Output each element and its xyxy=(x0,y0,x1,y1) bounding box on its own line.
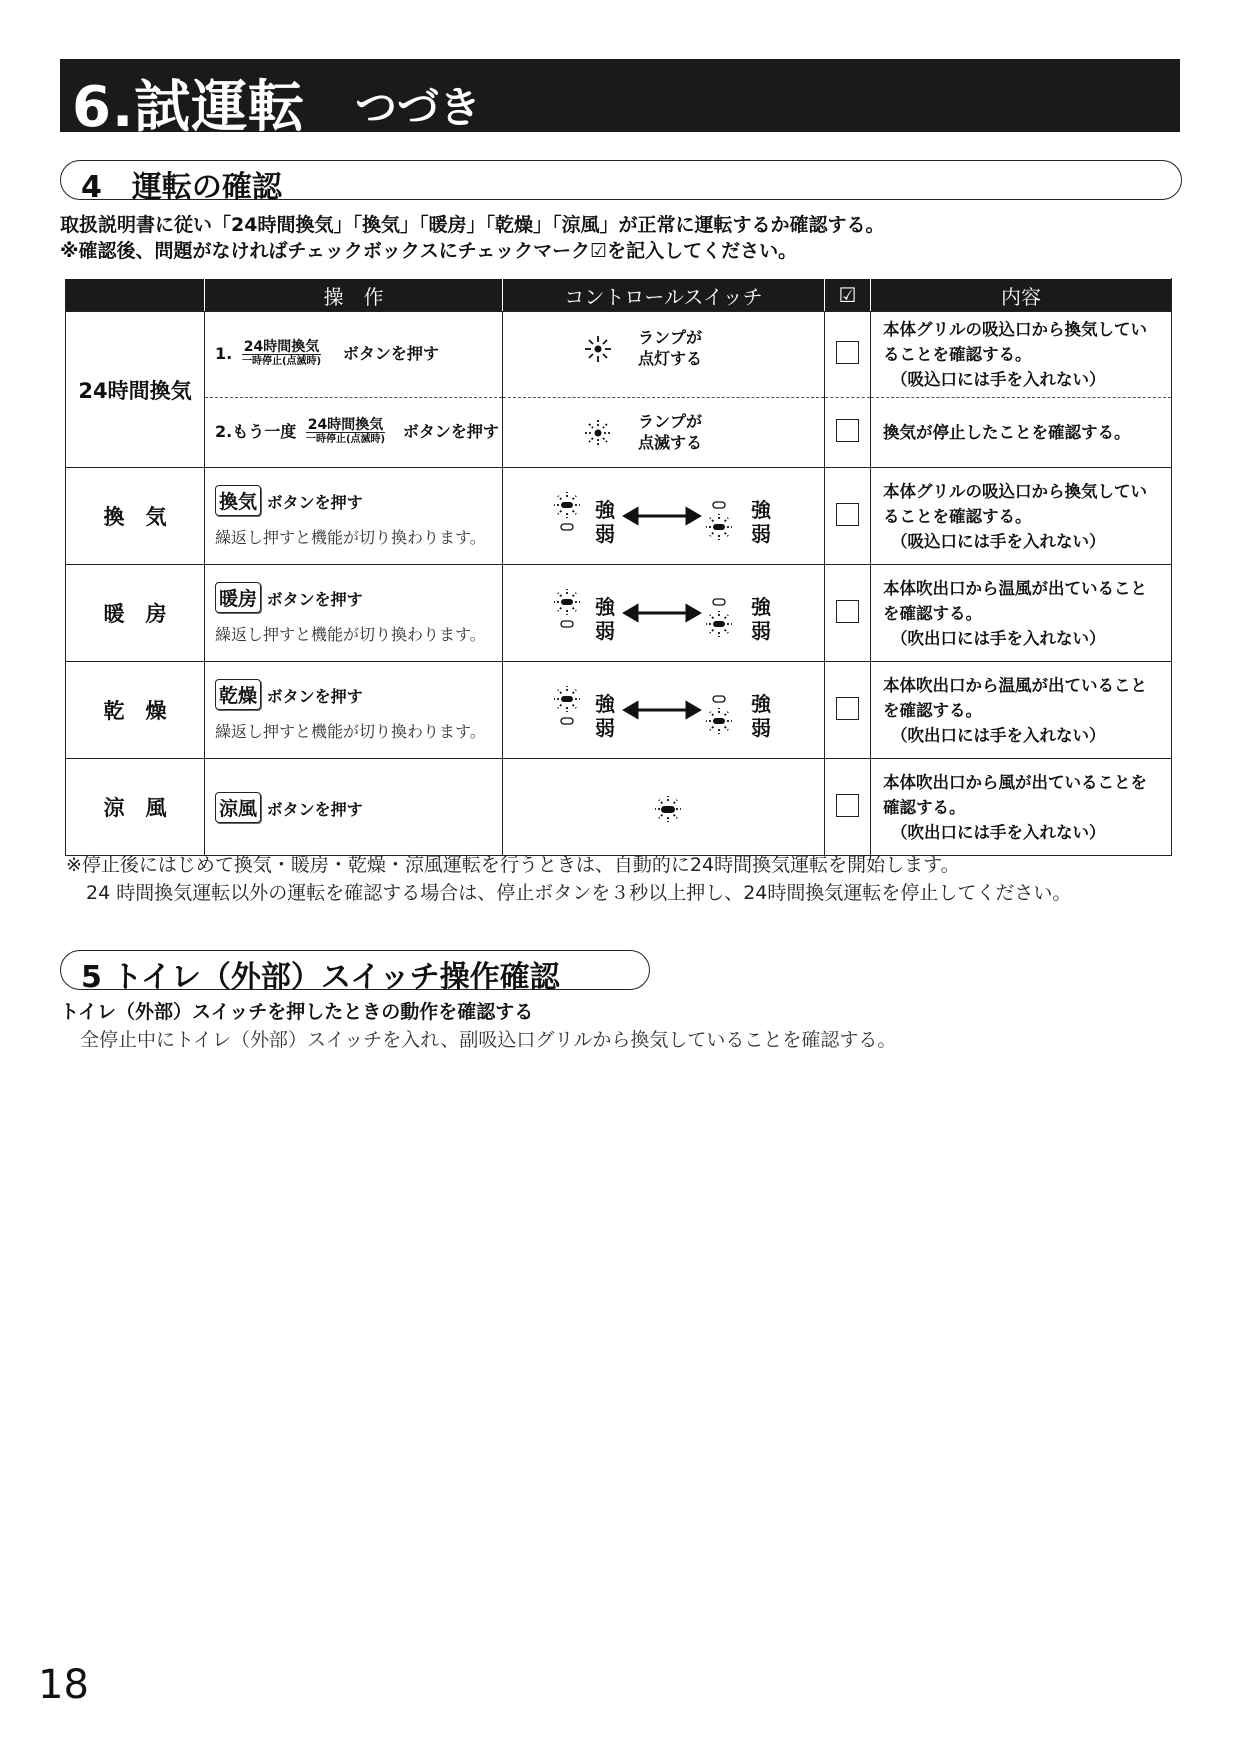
section-5-heading: 5 トイレ（外部）スイッチ操作確認 xyxy=(60,950,650,990)
table-row xyxy=(66,565,1172,662)
footnote-1: ※停止後にはじめて換気・暖房・乾燥・涼風運転を行うときは、自動的に24時間換気運転を開始します。 xyxy=(66,854,960,876)
content-cell: 本体グリルの吸込口から換気してい ることを確認する。 （吸込口には手を入れない） xyxy=(871,312,1172,398)
operation-cell: 1. $\frac{\text{24時間換気}}{\text{一時停止(点滅時)}}$ ボタンを押す xyxy=(205,312,503,398)
weak-label: 弱 xyxy=(751,619,771,643)
weak-label: 弱 xyxy=(751,522,771,546)
weak-label: 弱 xyxy=(595,619,615,643)
control-switch-cell: ランプが 点灯する xyxy=(503,312,825,398)
control-switch-cell: ランプが 点滅する xyxy=(503,398,825,468)
strength-toggle-diagram xyxy=(553,589,773,639)
operation-cell: 涼風 ボタンを押す xyxy=(205,759,503,856)
header-check: ☑ xyxy=(825,279,871,312)
operation-cell: 暖房 ボタンを押す 繰返し押すと機能が切り換わります。 xyxy=(205,565,503,662)
control-switch-cell xyxy=(503,565,825,662)
operation-check-table xyxy=(65,278,1172,856)
strong-label: 強 xyxy=(595,692,615,716)
table-row xyxy=(66,468,1172,565)
lamp-blink-icon xyxy=(648,792,688,826)
checkbox[interactable] xyxy=(836,503,859,526)
weak-label: 弱 xyxy=(751,716,771,740)
control-switch-cell xyxy=(503,468,825,565)
mode-label: 涼 風 xyxy=(66,759,205,856)
operation-cell: 換気 ボタンを押す 繰返し押すと機能が切り換わります。 xyxy=(205,468,503,565)
operation-cell: 乾燥 ボタンを押す 繰返し押すと機能が切り換わります。 xyxy=(205,662,503,759)
24h-button[interactable]: $\frac{\text{24時間換気}}{\text{一時停止(点滅時)}}$ xyxy=(241,339,322,367)
mode-button[interactable]: 乾燥 xyxy=(215,679,261,710)
control-switch-cell xyxy=(503,662,825,759)
strong-label: 強 xyxy=(595,595,615,619)
header-operation: 操 作 xyxy=(205,279,503,312)
mode-label: 暖 房 xyxy=(66,565,205,662)
mode-label: 換 気 xyxy=(66,468,205,565)
table-row xyxy=(66,662,1172,759)
control-switch-cell xyxy=(503,759,825,856)
content-cell: 本体吹出口から温風が出ていること を確認する。 （吹出口には手を入れない） xyxy=(871,565,1172,662)
checkbox[interactable] xyxy=(836,600,859,623)
checkbox[interactable] xyxy=(836,794,859,817)
table-row xyxy=(66,398,1172,468)
checkbox[interactable] xyxy=(836,341,859,364)
content-cell: 本体吹出口から温風が出ていること を確認する。 （吹出口には手を入れない） xyxy=(871,662,1172,759)
section-5-subheading: トイレ（外部）スイッチを押したときの動作を確認する xyxy=(60,1001,534,1023)
table-row xyxy=(66,312,1172,398)
header-control-switch: コントロールスイッチ xyxy=(503,279,825,312)
checkbox[interactable] xyxy=(836,419,859,442)
operation-cell: 2.もう一度 $\frac{\text{24時間換気}}{\text{一時停止(点滅時)}}$ ボタンを押す xyxy=(205,398,503,468)
page-title: 6.試運転 xyxy=(72,75,306,140)
mode-button[interactable]: 涼風 xyxy=(215,792,261,823)
strength-toggle-diagram xyxy=(553,686,773,736)
strong-label: 強 xyxy=(751,595,771,619)
section-4-instruction: ※確認後、問題がなければチェックボックスにチェックマーク☑を記入してください。 xyxy=(60,240,798,262)
content-cell: 本体グリルの吸込口から換気してい ることを確認する。 （吸込口には手を入れない） xyxy=(871,468,1172,565)
mode-24h-ventilation: 24時間換気 xyxy=(66,312,205,468)
page-title-bar xyxy=(60,59,1180,140)
page-number: 18 xyxy=(38,1662,89,1708)
checkbox[interactable] xyxy=(836,697,859,720)
section-4-intro: 取扱説明書に従い「24時間換気」「換気」「暖房」「乾燥」「涼風」が正常に運転するか確認する。 xyxy=(60,214,885,236)
page-subtitle: つづき xyxy=(355,83,482,132)
mode-button[interactable]: 換気 xyxy=(215,485,261,516)
mode-label: 乾 燥 xyxy=(66,662,205,759)
weak-label: 弱 xyxy=(595,716,615,740)
24h-button[interactable]: $\frac{\text{24時間換気}}{\text{一時停止(点滅時)}}$ xyxy=(305,417,386,445)
mode-button[interactable]: 暖房 xyxy=(215,582,261,613)
table-row xyxy=(66,759,1172,856)
lamp-blink-icon xyxy=(583,418,613,448)
content-cell: 換気が停止したことを確認する。 xyxy=(871,398,1172,468)
content-cell: 本体吹出口から風が出ていることを 確認する。 （吹出口には手を入れない） xyxy=(871,759,1172,856)
header-mode xyxy=(66,279,205,312)
section-4-heading: 4 運転の確認 xyxy=(60,160,1182,200)
strong-label: 強 xyxy=(751,498,771,522)
weak-label: 弱 xyxy=(595,522,615,546)
strong-label: 強 xyxy=(751,692,771,716)
section-5-body: 全停止中にトイレ（外部）スイッチを入れ、副吸込口グリルから換気していることを確認する。 xyxy=(80,1029,897,1051)
strength-toggle-diagram xyxy=(553,492,773,542)
lamp-on-icon xyxy=(583,334,613,364)
table-header-row xyxy=(66,279,1172,312)
footnote-2: 24 時間換気運転以外の運転を確認する場合は、停止ボタンを３秒以上押し、24時間換気運転を停止してください。 xyxy=(86,882,1072,904)
strong-label: 強 xyxy=(595,498,615,522)
header-content: 内容 xyxy=(871,279,1172,312)
